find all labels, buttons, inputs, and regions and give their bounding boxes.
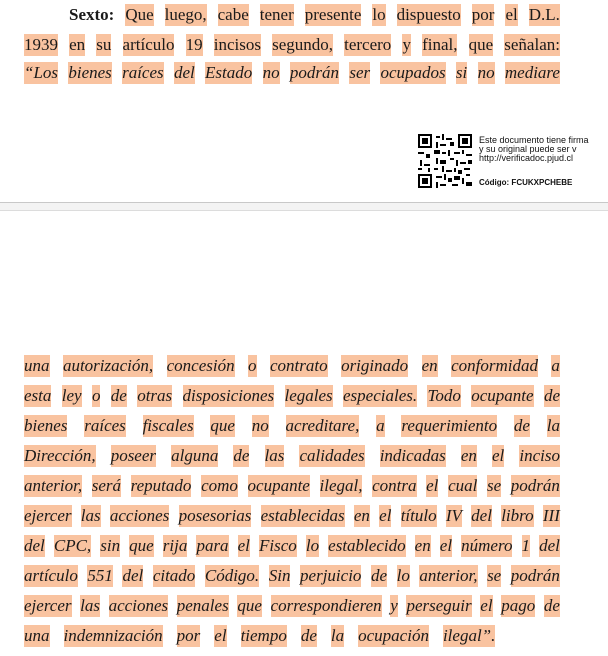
text-word: sin	[100, 536, 121, 555]
text-line	[24, 594, 560, 618]
text-word: ocupados	[380, 63, 446, 82]
text-word: no	[477, 63, 495, 82]
text-word: originado	[341, 356, 409, 375]
text-word: especiales.	[343, 386, 418, 405]
text-word: IV	[445, 506, 462, 525]
text-word: de	[543, 386, 560, 405]
text-word: como	[201, 476, 238, 495]
text-word: alguna	[171, 446, 219, 465]
text-word: ejercer	[24, 506, 72, 525]
text-word: podrán	[510, 476, 560, 495]
text-word: dispuesto	[396, 5, 461, 24]
text-word: lo	[396, 566, 410, 585]
text-word: podrán	[289, 63, 340, 82]
text-word: disposiciones	[182, 386, 275, 405]
text-word: la	[546, 416, 560, 435]
text-word: citado	[152, 566, 196, 585]
text-word: ley	[61, 386, 82, 405]
text-word: contra	[372, 476, 417, 495]
text-word: el	[379, 506, 392, 525]
text-word: del	[173, 63, 195, 82]
text-word: autorización,	[62, 356, 154, 375]
text-word: raíces	[84, 416, 126, 435]
text-word: CPC,	[53, 536, 92, 555]
text-word: lo	[372, 5, 386, 24]
text-word: si	[455, 63, 468, 82]
text-word: perjuicio	[300, 566, 362, 585]
text-line	[24, 384, 560, 408]
text-word: pago	[501, 596, 536, 615]
text-word: otras	[137, 386, 173, 405]
text-word: Estado	[205, 63, 253, 82]
text-word: ejercer	[24, 596, 72, 615]
text-word: señalan:	[504, 35, 560, 54]
text-word: establecidas	[260, 506, 345, 525]
text-word: concesión	[166, 356, 235, 375]
text-word: el	[214, 626, 227, 645]
text-word: penales	[176, 596, 229, 615]
verification-line-1: Este documento tiene firma	[479, 136, 589, 145]
text-word: tiempo	[240, 626, 287, 645]
text-word: acreditare,	[285, 416, 360, 435]
text-word: que	[210, 416, 235, 435]
text-word: Todo	[427, 386, 461, 405]
text-word: no	[262, 63, 280, 82]
text-word: de	[543, 596, 560, 615]
text-line	[24, 354, 560, 378]
text-word: en	[460, 446, 477, 465]
text-line	[24, 564, 560, 588]
text-word: en	[414, 536, 431, 555]
verification-url[interactable]: http://verificadoc.pjud.cl	[479, 153, 574, 163]
text-word: tercero	[344, 35, 392, 54]
text-word: la	[330, 626, 345, 645]
text-word: poseer	[110, 446, 157, 465]
text-word: de	[233, 446, 250, 465]
qr-code-icon	[418, 134, 472, 188]
text-word: ilegal”.	[442, 626, 496, 645]
text-word: acciones	[109, 506, 170, 525]
text-word: ser	[349, 63, 371, 82]
page-break-divider	[0, 202, 608, 211]
text-word: en	[353, 506, 370, 525]
text-word: indicadas	[379, 446, 446, 465]
text-word: o	[248, 356, 257, 375]
verification-code: Código: FCUKXPCHEBE	[479, 178, 573, 187]
text-word: requerimiento	[401, 416, 498, 435]
text-word: ilegal,	[319, 476, 363, 495]
text-word: final,	[422, 35, 458, 54]
text-word: de	[110, 386, 127, 405]
text-word: establecido	[328, 536, 406, 555]
text-word: no	[251, 416, 269, 435]
text-word: inciso	[519, 446, 560, 465]
text-word: 19	[185, 35, 203, 54]
text-word: por	[176, 626, 201, 645]
text-word: y	[402, 35, 411, 54]
text-word: del	[24, 536, 45, 555]
text-word: el	[426, 476, 439, 495]
text-word: presente	[304, 5, 362, 24]
text-word: se	[487, 566, 502, 585]
text-word: artículo	[122, 35, 175, 54]
text-line	[24, 504, 560, 528]
text-word: de	[300, 626, 317, 645]
text-word: legales	[284, 386, 333, 405]
text-word: para	[196, 536, 229, 555]
text-word: el	[492, 446, 505, 465]
text-word: libro	[501, 506, 534, 525]
text-word: luego,	[164, 5, 207, 24]
text-word: Que	[125, 5, 154, 24]
text-word: lo	[305, 536, 320, 555]
text-word: bienes	[24, 416, 68, 435]
text-word: que	[129, 536, 154, 555]
text-word: de	[513, 416, 530, 435]
text-line	[24, 624, 560, 648]
text-word: ocupación	[358, 626, 429, 645]
text-word: de	[371, 566, 388, 585]
text-word: se	[486, 476, 502, 495]
text-line	[69, 3, 560, 27]
text-word: incisos	[213, 35, 261, 54]
text-word: cual	[448, 476, 478, 495]
text-word: a	[551, 356, 560, 375]
text-word: anterior,	[419, 566, 478, 585]
text-word: las	[80, 506, 101, 525]
text-word: será	[91, 476, 122, 495]
text-word: número	[461, 536, 513, 555]
text-word: podrán	[510, 566, 560, 585]
text-word: “Los	[24, 63, 59, 82]
text-word: una	[24, 626, 50, 645]
text-word: ocupante	[247, 476, 310, 495]
text-word: Fisco	[259, 536, 297, 555]
text-word: conformidad	[451, 356, 538, 375]
text-word: del	[471, 506, 492, 525]
text-line	[24, 534, 560, 558]
text-word: las	[264, 446, 285, 465]
text-word: en	[69, 35, 86, 54]
text-word: Código.	[204, 566, 260, 585]
text-word: las	[80, 596, 100, 615]
text-word: rija	[162, 536, 188, 555]
text-word: a	[376, 416, 385, 435]
text-word: perseguir	[406, 596, 472, 615]
text-word: en	[421, 356, 438, 375]
text-line	[24, 414, 560, 438]
text-line	[24, 474, 560, 498]
text-word: su	[96, 35, 112, 54]
text-word: esta	[24, 386, 52, 405]
text-word: 1939	[24, 35, 58, 54]
text-word: una	[24, 356, 50, 375]
text-line	[24, 33, 560, 57]
text-word: que	[237, 596, 262, 615]
text-word: artículo	[24, 566, 78, 585]
text-word: cabe	[217, 5, 249, 24]
text-word: indemnización	[63, 626, 163, 645]
text-word: que	[468, 35, 494, 54]
text-word: Sin	[268, 566, 291, 585]
text-word: y	[390, 596, 398, 615]
text-word: fiscales	[142, 416, 194, 435]
text-word: Dirección,	[24, 446, 96, 465]
text-word: 1	[521, 536, 531, 555]
text-word: el	[237, 536, 250, 555]
text-word: D.L.	[528, 5, 560, 24]
text-word: el	[505, 5, 518, 24]
text-word: posesorias	[178, 506, 252, 525]
text-line	[24, 61, 560, 85]
text-word: contrato	[270, 356, 328, 375]
text-line	[24, 444, 560, 468]
text-word: 551	[87, 566, 113, 585]
text-word: calidades	[299, 446, 365, 465]
section-heading: Sexto:	[69, 5, 115, 24]
text-word: anterior,	[24, 476, 83, 495]
text-word: el	[480, 596, 493, 615]
text-word: reputado	[130, 476, 192, 495]
text-word: del	[539, 536, 560, 555]
text-word: tener	[259, 5, 294, 24]
text-word: por	[471, 5, 495, 24]
verification-block	[418, 134, 608, 188]
text-word: título	[400, 506, 437, 525]
text-word: III	[542, 506, 560, 525]
text-word: bienes	[68, 63, 112, 82]
text-word: del	[122, 566, 144, 585]
verification-line-2: y su original puede ser v	[479, 144, 577, 154]
text-word: acciones	[108, 596, 169, 615]
text-word: o	[91, 386, 101, 405]
verification-text	[479, 136, 608, 163]
text-word: el	[439, 536, 453, 555]
text-word: mediare	[504, 63, 560, 82]
text-word: ocupante	[471, 386, 534, 405]
text-word: segundo,	[272, 35, 333, 54]
text-word: raíces	[122, 63, 164, 82]
text-word: correspondieren	[270, 596, 382, 615]
